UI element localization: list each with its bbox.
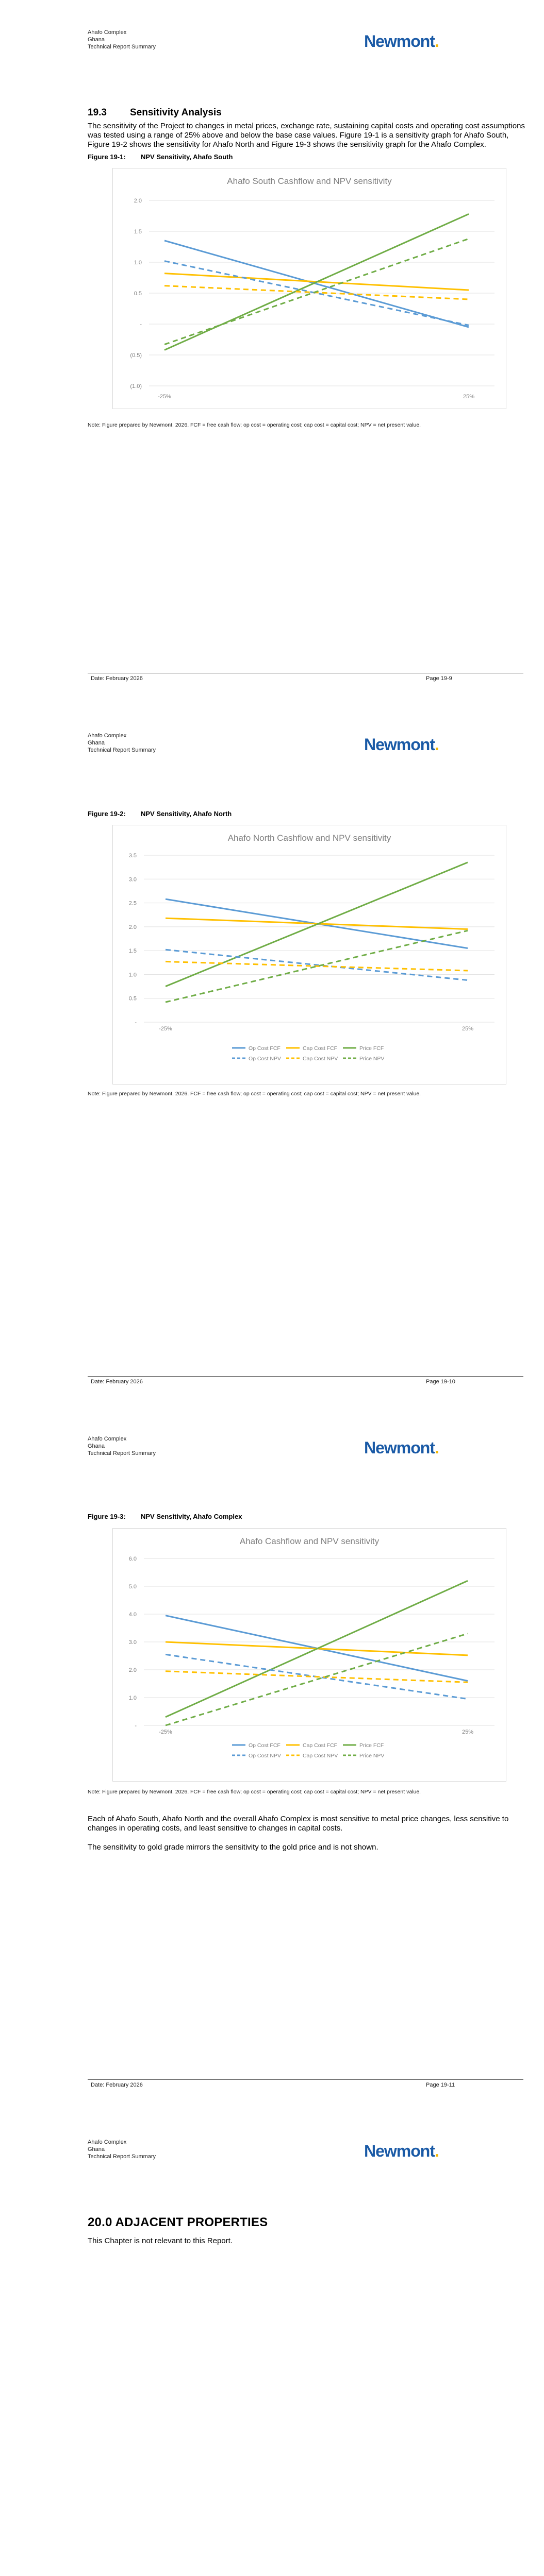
footer-page-number: Page 19-9	[426, 675, 452, 682]
figure-19-2-chart	[112, 825, 506, 1084]
closing-paragraph-2: The sensitivity to gold grade mirrors the sensitivity to the gold price and is not shown.	[88, 1843, 378, 1852]
page-header	[88, 2139, 156, 2160]
chart-title: Ahafo Cashflow and NPV sensitivity	[239, 1536, 380, 1546]
section-19-3-paragraph: The sensitivity of the Project to changes in metal prices, exchange rate, sustaining capital costs and operating cost assumptions was tested using a range of 25% above and below the base case values. Figure 19-1 is a sensitivity graph for Ahafo South, Figure 19-2 shows the sensitivity for Ahafo North and Figure 19-3 shows the sensitivity graph for the Ahafo Complex.	[88, 122, 525, 149]
figure-19-3-note: Note: Figure prepared by Newmont, 2026. FCF = free cash flow; op cost = operating cost; cap cost = capital cost; NPV = net present value.	[88, 1789, 421, 1795]
legend-label: Cap Cost FCF	[303, 1742, 338, 1749]
legend-label: Cap Cost FCF	[303, 1045, 338, 1052]
y-tick-label: (0.5)	[130, 352, 142, 359]
figure-19-2-note: Note: Figure prepared by Newmont, 2026. FCF = free cash flow; op cost = operating cost; cap cost = capital cost; NPV = net present value.	[88, 1091, 421, 1097]
y-tick-label: 2.0	[134, 198, 142, 204]
figure-number: Figure 19-2:	[88, 810, 126, 818]
header-project: Ahafo Complex	[88, 2139, 127, 2145]
x-tick-label: -25%	[158, 394, 171, 400]
y-tick-label: 2.0	[128, 1667, 137, 1673]
section-19-3-heading	[88, 107, 222, 118]
figure-number: Figure 19-1:	[88, 153, 126, 161]
chart-title: Ahafo South Cashflow and NPV sensitivity	[227, 176, 392, 186]
header-project: Ahafo Complex	[88, 1436, 127, 1442]
series-line-price-npv	[166, 1634, 468, 1725]
y-tick-label: 0.5	[128, 995, 137, 1002]
y-tick-label: 3.0	[128, 1639, 137, 1646]
figure-19-1-chart	[112, 168, 506, 409]
legend-label: Op Cost FCF	[249, 1045, 281, 1052]
logo-text: Newmont	[364, 32, 435, 50]
figure-title: NPV Sensitivity, Ahafo Complex	[141, 1513, 242, 1520]
footer-date: Date: February 2026	[91, 675, 143, 682]
series-line-op-cost-npv	[166, 950, 468, 980]
header-project: Ahafo Complex	[88, 29, 127, 36]
legend-label: Price FCF	[359, 1045, 384, 1052]
figure-title: NPV Sensitivity, Ahafo North	[141, 810, 232, 818]
closing-paragraph-1: Each of Ahafo South, Ahafo North and the overall Ahafo Complex is most sensitive to metal price changes, less sensitive to changes in operating costs, and least sensitive to changes in capital costs.	[88, 1815, 509, 1833]
x-tick-label: 25%	[463, 394, 475, 400]
x-tick-label: 25%	[461, 1026, 474, 1032]
y-tick-label: 1.0	[128, 972, 137, 978]
header-country: Ghana	[88, 37, 105, 43]
footer-page-number: Page 19-10	[426, 1379, 455, 1385]
legend-label: Cap Cost NPV	[303, 1753, 338, 1759]
section-number: 19.3	[88, 107, 107, 118]
figure-19-3-caption	[88, 1513, 242, 1520]
legend-label: Op Cost FCF	[249, 1742, 281, 1749]
series-line-cap-cost-npv	[166, 961, 468, 971]
y-tick-label: 2.0	[128, 924, 137, 930]
y-tick-label: 0.5	[134, 291, 142, 297]
header-report: Technical Report Summary	[88, 1450, 156, 1456]
header-country: Ghana	[88, 740, 105, 746]
section-title: Sensitivity Analysis	[130, 107, 222, 118]
header-country: Ghana	[88, 1443, 105, 1449]
logo-text: Newmont	[364, 735, 435, 754]
y-tick-label: 1.0	[134, 260, 142, 266]
y-tick-label: 1.5	[134, 229, 142, 235]
newmont-logo	[364, 2142, 439, 2161]
chart-title: Ahafo North Cashflow and NPV sensitivity	[227, 833, 391, 843]
y-tick-label: 1.0	[128, 1695, 137, 1701]
y-tick-label: 6.0	[128, 1556, 137, 1562]
y-tick-label: -	[135, 1020, 137, 1026]
page-header	[88, 29, 156, 50]
y-tick-label: -	[140, 321, 142, 328]
legend-label: Op Cost NPV	[249, 1056, 282, 1062]
footer-date: Date: February 2026	[91, 1379, 143, 1385]
series-line-price-npv	[164, 239, 469, 344]
page-header	[88, 732, 156, 754]
npv-sensitivity-chart-ahafo-complex	[113, 1529, 506, 1781]
legend-label: Cap Cost NPV	[303, 1056, 338, 1062]
x-tick-label: -25%	[159, 1026, 172, 1032]
logo-dot: .	[435, 32, 439, 50]
figure-19-1-note: Note: Figure prepared by Newmont, 2026. FCF = free cash flow; op cost = operating cost; cap cost = capital cost; NPV = net present value.	[88, 422, 421, 428]
page-20-1	[0, 2110, 544, 2576]
y-tick-label: 3.0	[128, 876, 137, 883]
header-report: Technical Report Summary	[88, 44, 156, 50]
npv-sensitivity-chart-ahafo-south	[113, 168, 506, 409]
y-tick-label: 3.5	[128, 853, 137, 859]
figure-19-1-caption	[88, 153, 233, 161]
header-report: Technical Report Summary	[88, 2154, 156, 2160]
page-19-9	[0, 0, 544, 703]
section-20-heading: 20.0 ADJACENT PROPERTIES	[88, 2215, 268, 2229]
footer-rule	[88, 1376, 523, 1377]
header-country: Ghana	[88, 2146, 105, 2153]
logo-text: Newmont	[364, 1438, 435, 1457]
y-tick-label: 1.5	[128, 948, 137, 955]
newmont-logo	[364, 735, 439, 754]
header-report: Technical Report Summary	[88, 747, 156, 753]
logo-text: Newmont	[364, 2142, 435, 2160]
y-tick-label: -	[135, 1723, 137, 1729]
series-line-price-fcf	[164, 214, 469, 350]
series-line-price-fcf	[166, 1581, 468, 1717]
legend-label: Op Cost NPV	[249, 1753, 282, 1759]
section-20-paragraph: This Chapter is not relevant to this Report.	[88, 2236, 233, 2245]
page-header	[88, 1435, 156, 1457]
y-tick-label: (1.0)	[130, 383, 142, 389]
footer-page-number: Page 19-11	[426, 2082, 455, 2088]
legend-label: Price FCF	[359, 1742, 384, 1749]
x-tick-label: -25%	[159, 1729, 172, 1735]
page-19-11	[0, 1406, 544, 2110]
legend-label: Price NPV	[359, 1056, 385, 1062]
logo-dot: .	[435, 735, 439, 754]
series-line-op-cost-fcf	[164, 241, 469, 327]
header-project: Ahafo Complex	[88, 733, 127, 739]
legend-label: Price NPV	[359, 1753, 385, 1759]
y-tick-label: 5.0	[128, 1584, 137, 1590]
logo-dot: .	[435, 1438, 439, 1457]
footer-rule	[88, 2079, 523, 2080]
logo-dot: .	[435, 2142, 439, 2160]
x-tick-label: 25%	[461, 1729, 474, 1735]
series-line-price-fcf	[166, 862, 468, 987]
series-line-cap-cost-npv	[166, 1671, 468, 1683]
footer-date: Date: February 2026	[91, 2082, 143, 2088]
newmont-logo	[364, 1438, 439, 1458]
y-tick-label: 4.0	[128, 1612, 137, 1618]
newmont-logo	[364, 32, 439, 51]
figure-title: NPV Sensitivity, Ahafo South	[141, 153, 233, 161]
y-tick-label: 2.5	[128, 900, 137, 907]
figure-19-2-caption	[88, 810, 232, 818]
page-19-10	[0, 703, 544, 1406]
npv-sensitivity-chart-ahafo-north	[113, 825, 506, 1084]
figure-19-3-chart	[112, 1528, 506, 1782]
figure-number: Figure 19-3:	[88, 1513, 126, 1520]
